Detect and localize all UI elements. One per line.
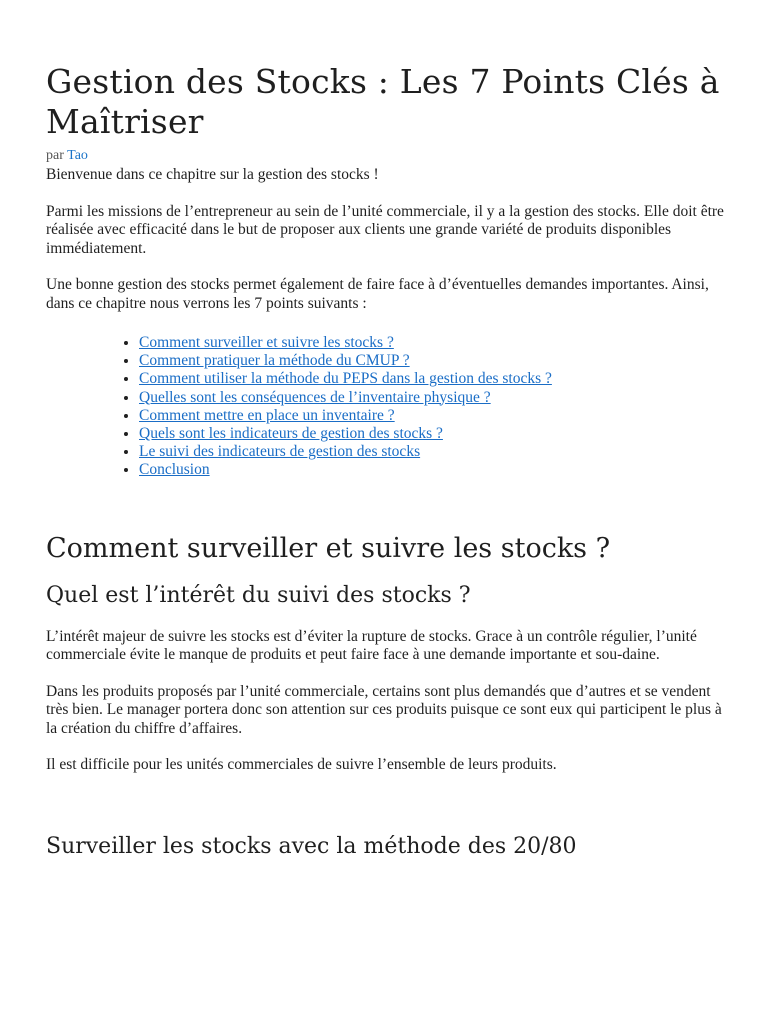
paragraph-produits: Dans les produits proposés par l’unité commerciale, certains sont plus demandés que d’autres et se vendent très bien. Le manager portera donc son attention sur ces produits puisque ce sont eux qui participent le plus à la création du chiffre d’affaires. xyxy=(46,682,722,737)
toc-item xyxy=(139,443,726,461)
byline xyxy=(46,148,726,164)
byline-prefix: par xyxy=(46,148,64,163)
toc-item xyxy=(139,370,726,388)
paragraph-interet: L’intérêt majeur de suivre les stocks est d’éviter la rupture de stocks. Grace à un contrôle régulier, l’unité commerciale évite le manque de produits et peut faire face à une demande importante et sou-daine. xyxy=(46,627,697,664)
toc-item xyxy=(139,352,726,370)
section-subheading: Quel est l’intérêt du suivi des stocks ? xyxy=(46,582,471,608)
toc-item xyxy=(139,425,726,443)
paragraph-missions: Parmi les missions de l’entrepreneur au sein de l’unité commerciale, il y a la gestion des stocks. Elle doit être réalisée avec efficacité dans le but de proposer aux clients une grande variété de produits disponibles immédiatement. xyxy=(46,202,724,257)
author-link[interactable]: Tao xyxy=(67,148,88,163)
toc-item xyxy=(139,407,726,425)
toc-link-mettre-en-place[interactable]: Comment mettre en place un inventaire ? xyxy=(139,406,395,424)
paragraph-difficile: Il est difficile pour les unités commerciales de suivre l’ensemble de leurs produits. xyxy=(46,756,557,774)
toc-link-surveiller[interactable]: Comment surveiller et suivre les stocks ? xyxy=(139,334,394,351)
section-subheading-2080: Surveiller les stocks avec la méthode des 20/80 xyxy=(46,833,577,859)
section-heading: Comment surveiller et suivre les stocks ? xyxy=(46,532,611,564)
toc-link-suivi-indicateurs[interactable]: Le suivi des indicateurs de gestion des stocks xyxy=(139,443,421,461)
toc-link-cmup[interactable]: Comment pratiquer la méthode du CMUP ? xyxy=(139,352,410,370)
table-of-contents xyxy=(46,334,726,480)
toc-item xyxy=(139,461,726,479)
toc-item xyxy=(139,389,726,407)
article-title: Gestion des Stocks : Les 7 Points Clés à Maîtriser xyxy=(46,62,720,141)
toc-link-indicateurs[interactable]: Quels sont les indicateurs de gestion des stocks ? xyxy=(139,425,443,443)
toc-link-conclusion[interactable]: Conclusion xyxy=(139,461,210,479)
intro-paragraph: Bienvenue dans ce chapitre sur la gestion des stocks ! xyxy=(46,166,379,183)
paragraph-points: Une bonne gestion des stocks permet également de faire face à d’éventuelles demandes importantes. Ainsi, dans ce chapitre nous verrons les 7 points suivants : xyxy=(46,276,709,312)
toc-item xyxy=(139,334,726,352)
article xyxy=(46,62,726,861)
toc-link-inventaire-physique[interactable]: Quelles sont les conséquences de l’inventaire physique ? xyxy=(139,388,491,406)
toc-link-peps[interactable]: Comment utiliser la méthode du PEPS dans la gestion des stocks ? xyxy=(139,370,552,388)
